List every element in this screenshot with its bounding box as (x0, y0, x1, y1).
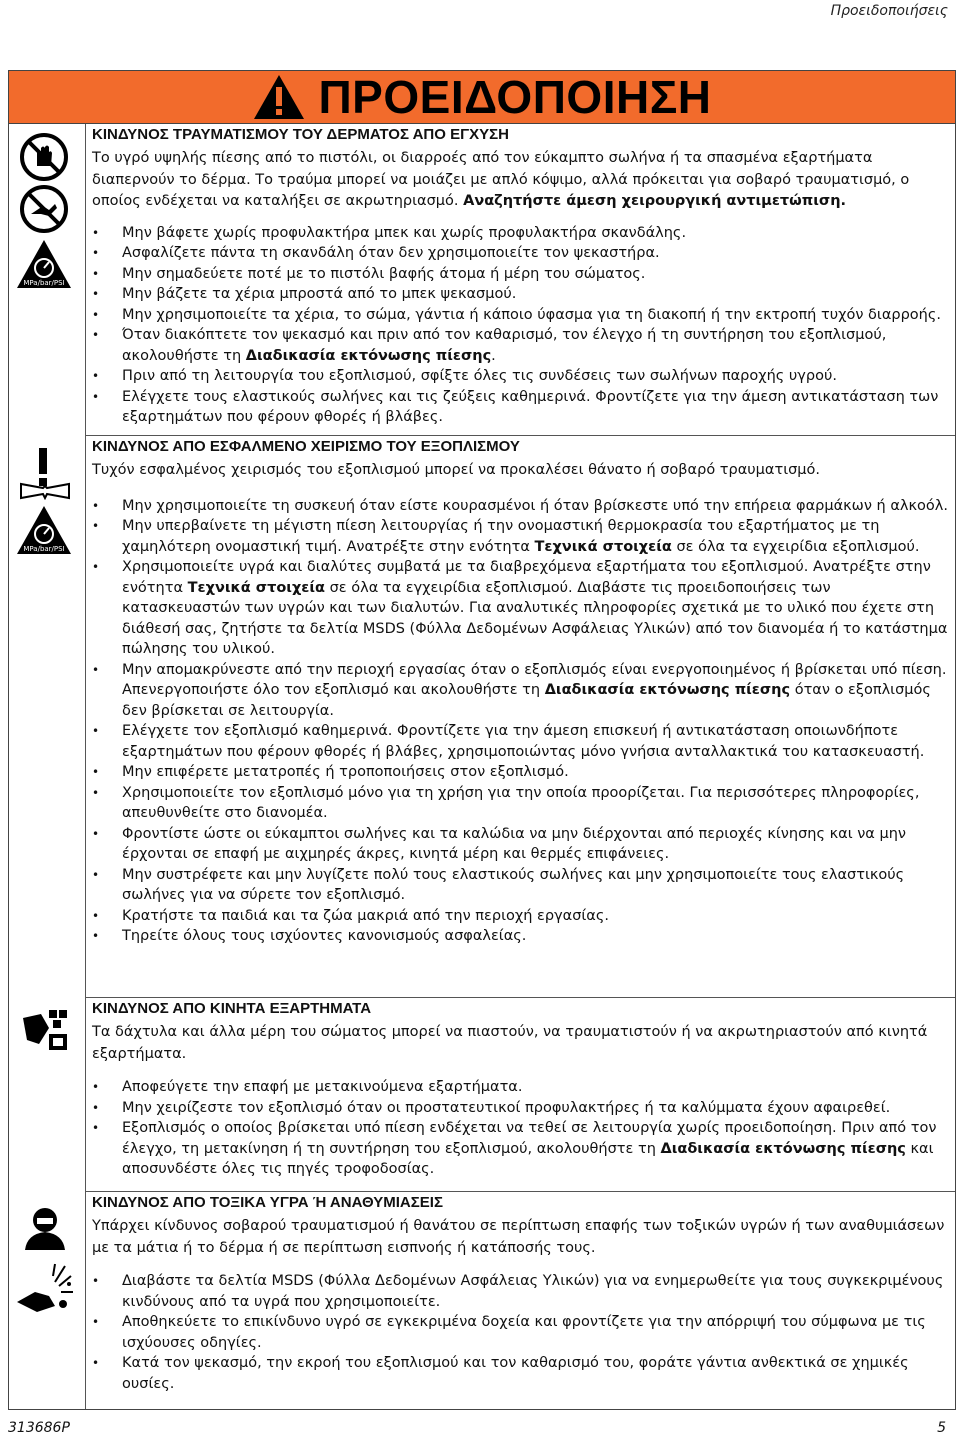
warning-banner (8, 70, 956, 124)
list-item: • Μην συστρέφετε και μην λυγίζετε πολύ τους ελαστικούς σωλήνες και μην χρησιμοποιείτε τους ελαστικούς σωλήνες για να σύρετε τον εξοπλισμό. (92, 865, 949, 906)
pressure-label: MPa/bar/PSI (23, 279, 65, 287)
page-header-title: Προειδοποιήσεις (830, 3, 948, 19)
list-item (92, 325, 949, 366)
list-item: • Μην βάζετε τα χέρια μπροστά από το μπεκ ψεκασμού. (92, 284, 949, 305)
section-title: ΚΙΝΔΥΝΟΣ ΑΠΟ ΕΣΦΑΛΜΕΝΟ ΧΕΙΡΙΣΜΟ ΤΟΥ ΕΞΟΠΛΙΣΜΟΥ (92, 438, 520, 455)
section-title: ΚΙΝΔΥΝΟΣ ΤΡΑΥΜΑΤΙΣΜΟΥ ΤΟΥ ΔΕΡΜΑΤΟΣ ΑΠΟ ΕΓΧΥΣΗ (92, 126, 509, 143)
respirator-icon (19, 1204, 71, 1252)
moving-parts-icon (19, 1004, 71, 1054)
list-item (92, 660, 949, 722)
section-title: ΚΙΝΔΥΝΟΣ ΑΠΟ ΚΙΝΗΤΑ ΕΞΑΡΤΗΜΑΤΑ (92, 1000, 372, 1017)
list-item: • Φροντίστε ώστε οι εύκαμπτοι σωλήνες και τα καλώδια να μην διέρχονται από περιοχές κίνησης και να μην έρχονται σε επαφή με αιχμηρές άκρες, κινητά μέρη και θερμές επιφάνειες. (92, 824, 949, 865)
item-text: Όταν διακόπτετε τον ψεκασμό και πριν από τον καθαρισμό, τον έλεγχο ή τη συντήρηση του εξοπλισμού, ακολουθήστε τη (122, 327, 887, 364)
list-item: • Μην χρησιμοποιείτε τα χέρια, το σώμα, γάντια ή κάποιο ύφασμα για τη διακοπή ή την εκτροπή τυχόν διαρροής. (92, 305, 949, 326)
section-title: ΚΙΝΔΥΝΟΣ ΑΠΟ ΤΟΞΙΚΑ ΥΓΡΑ Ή ΑΝΑΘΥΜΙΑΣΕΙΣ (92, 1194, 443, 1211)
banner-title: ΠΡΟΕΙΔΟΠΟΙΗΣΗ (318, 71, 712, 123)
item-text: . (491, 347, 496, 364)
item-bold: Τεχνικά στοιχεία (187, 579, 325, 596)
list-item: • Διαβάστε τα δελτία MSDS (Φύλλα Δεδομένων Ασφάλειας Υλικών) για να ενημερωθείτε για τους συγκεκριμένους κινδύνους από τα υγρά που χρησιμοποιείτε. (92, 1271, 949, 1312)
item-bold: Διαδικασία εκτόνωσης πίεσης (660, 1140, 906, 1157)
item-text: Μην υπερβαίνετε τη μέγιστη πίεση λειτουργίας ή την ονομαστική θερμοκρασία του εξαρτήματος με τη χαμηλότερη ονομαστική τιμή. Ανατρέξτε στην ενότητα (122, 518, 880, 555)
icon-column (9, 124, 86, 1409)
list-item: • Μην χειρίζεστε τον εξοπλισμό όταν οι προστατευτικοί προφυλακτήρες ή τα καλύμματα έχουν αφαιρεθεί. (92, 1098, 949, 1119)
list-item: • Αποφεύγετε την επαφή με μετακινούμενα εξαρτήματα. (92, 1077, 949, 1098)
list-item: • Πριν από τη λειτουργία του εξοπλισμού, σφίξτε όλες τις συνδέσεις των σωλήνων παροχής υγρού. (92, 366, 949, 387)
item-bold: Τεχνικά στοιχεία (534, 538, 672, 555)
list-item: • Κατά τον ψεκασμό, την εκροή του εξοπλισμού και τον καθαρισμό του, φοράτε γάντια ανθεκτικά σε χημικές ουσίες. (92, 1353, 949, 1394)
section-intro: Τυχόν εσφαλμένος χειρισμός του εξοπλισμού μπορεί να προκαλέσει θάνατο ή σοβαρό τραυματισμό. (92, 462, 820, 478)
item-bold: Διαδικασία εκτόνωσης πίεσης (544, 682, 791, 698)
no-spray-hand-icon (19, 184, 69, 234)
item-bold: Διαδικασία εκτόνωσης πίεσης (245, 347, 492, 364)
item-text: Μην απομακρύνεστε από την περιοχή εργασίας όταν ο εξοπλισμός είναι ενεργοποιημένος ή βρίσκεται υπό πίεση. Απενεργοποιήστε όλο τον εξοπλισμό και ακολουθήστε τη (122, 661, 947, 698)
intro-bold: Αναζητήστε άμεση χειρουργική αντιμετώπιση. (463, 193, 847, 209)
intro-text: Το υγρό υψηλής πίεσης από το πιστόλι, οι διαρροές από τον εύκαμπτο σωλήνα ή τα σπασμένα εξαρτήματα διαπερνούν το δέρμα. Το τραύμα μπορεί να μοιάζει με απλό κόψιμο, αλλά πρόκειται για σοβαρό τραυματισμό, ο οποίος ενδέχεται να καταλήξει σε ακρωτηριασμό. (92, 150, 910, 209)
no-hand-icon (19, 132, 69, 182)
list-item: • Χρησιμοποιείτε τον εξοπλισμό μόνο για τη χρήση για την οποία προορίζεται. Για περισσότερες πληροφορίες, απευθυνθείτε στο διανομέα. (92, 783, 949, 824)
list-item: • Μην επιφέρετε μετατροπές ή τροποποιήσεις στον εξοπλισμό. (92, 762, 949, 783)
item-text: Χρησιμοποιείτε υγρά και διαλύτες συμβατά με τα διαβρεχόμενα εξαρτήματα του εξοπλισμού. Ανατρέξτε στην ενότητα (122, 559, 931, 596)
bullet-list (92, 1077, 949, 1180)
read-manual-icon (17, 446, 73, 500)
list-item (92, 557, 949, 660)
pressure-gauge-icon (15, 504, 73, 556)
list-item: • Μην σημαδεύετε ποτέ με το πιστόλι βαφής άτομα ή μέρη του σώματος. (92, 264, 949, 285)
list-item: • Μην βάφετε χωρίς προφυλακτήρα μπεκ και χωρίς προφυλακτήρα σκανδάλης. (92, 223, 949, 244)
bullet-list (92, 1271, 949, 1394)
pressure-gauge-icon (15, 238, 73, 290)
list-item: • Ελέγχετε τους ελαστικούς σωλήνες και τις ζεύξεις καθημερινά. Φροντίζετε για την άμεση αντικατάσταση των εξαρτημάτων που φέρουν φθορές ή βλάβες. (92, 387, 949, 428)
list-item (92, 1118, 949, 1180)
item-text: σε όλα τα εγχειρίδια εξοπλισμού. Διαβάστε τις προειδοποιήσεις των κατασκευαστών των υγρών και των διαλυτών. Για αναλυτικές πληροφορίες σχετικά με το υλικό που έχετε στη διάθεσή σας, ζητήστε τα δελτία MSDS (Φύλλα Δεδομένων Ασφάλειας Υλικών) από τον διανομέα ή το κατάστημα πώλησης του υλικού. (122, 579, 948, 657)
section-intro: Υπάρχει κίνδυνος σοβαρού τραυματισμού ή θανάτου σε περίπτωση επαφής των τοξικών υγρών ή των αναθυμιάσεων με τα μάτια ή το δέρμα ή σε περίπτωση εισπνοής ή κατάποσής τους. (92, 1218, 945, 1256)
pressure-label: MPa/bar/PSI (23, 545, 65, 553)
item-text: όταν ο εξοπλισμός δεν βρίσκεται σε λειτουργία. (122, 682, 931, 719)
list-item (92, 516, 949, 557)
toxic-skin-icon (15, 1262, 75, 1316)
list-item: • Αποθηκεύετε το επικίνδυνο υγρό σε εγκεκριμένα δοχεία και φροντίζετε για την απόρριψή του σύμφωνα με τις ισχύουσες οδηγίες. (92, 1312, 949, 1353)
section-intro: Τα δάχτυλα και άλλα μέρη του σώματος μπορεί να πιαστούν, να τραυματιστούν ή να ακρωτηριαστούν από κινητά εξαρτήματα. (92, 1024, 928, 1062)
bullet-list (92, 223, 949, 428)
item-text: σε όλα τα εγχειρίδια εξοπλισμού. (671, 538, 920, 555)
item-text: και αποσυνδέστε όλες τις πηγές τροφοδοσίας. (122, 1140, 934, 1177)
document-number: 313686P (8, 1420, 70, 1436)
warning-triangle-icon (252, 73, 306, 121)
skin-injection-hazard-section (86, 124, 955, 436)
page-number: 5 (937, 1420, 946, 1436)
section-intro (92, 148, 949, 213)
list-item: • Κρατήστε τα παιδιά και τα ζώα μακριά από την περιοχή εργασίας. (92, 906, 949, 927)
bullet-list (92, 496, 949, 947)
list-item: • Μην χρησιμοποιείτε τη συσκευή όταν είστε κουρασμένοι ή όταν βρίσκεστε υπό την επήρεια φαρμάκων ή αλκοόλ. (92, 496, 949, 517)
item-text: Εξοπλισμός ο οποίος βρίσκεται υπό πίεση ενδέχεται να τεθεί σε λειτουργία χωρίς προειδοποίηση. Πριν από τον έλεγχο, τη μετακίνηση ή τη συντήρηση του εξοπλισμού, ακολουθήστε τη (122, 1120, 937, 1157)
toxic-fluids-hazard-section (86, 1192, 955, 1410)
list-item: • Τηρείτε όλους τους ισχύοντες κανονισμούς ασφαλείας. (92, 926, 949, 947)
equipment-misuse-hazard-section (86, 436, 955, 998)
warnings-table (8, 124, 956, 1410)
list-item: • Ασφαλίζετε πάντα τη σκανδάλη όταν δεν χρησιμοποιείτε τον ψεκαστήρα. (92, 243, 949, 264)
moving-parts-hazard-section (86, 998, 955, 1192)
list-item: • Ελέγχετε τον εξοπλισμό καθημερινά. Φροντίζετε για την άμεση επισκευή ή αντικατάσταση οποιωνδήποτε εξαρτημάτων που φέρουν φθορές ή βλάβες, χρησιμοποιώντας μόνο γνήσια ανταλλακτικά του κατασκευαστή. (92, 721, 949, 762)
